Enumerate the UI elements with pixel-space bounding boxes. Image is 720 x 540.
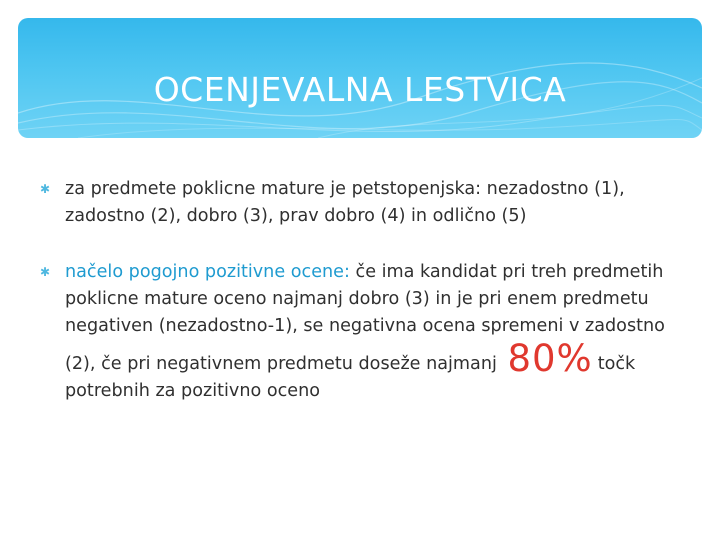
- bullet-lead: načelo pogojno pozitivne ocene:: [65, 262, 350, 282]
- bullet-list: [40, 176, 700, 405]
- bullet-text-tail: točk potrebnih za pozitivno oceno: [65, 354, 636, 401]
- slide-title: OCENJEVALNA LESTVICA: [153, 70, 567, 109]
- title-banner: [18, 18, 702, 138]
- asterisk-bullet-icon: ✱: [40, 182, 51, 196]
- percent-highlight: 80%: [507, 337, 593, 380]
- bullet-text: če ima kandidat pri treh predmetih poklicne mature oceno najmanj dobro (3) in je pri enem predmetu negativen (nezadostno-1), se negativna ocena spremeni v zadostno (2), če pri negativnem predmetu doseže najmanj: [65, 262, 665, 374]
- bullet-text: za predmete poklicne mature je petstopenjska: nezadostno (1), zadostno (2), dobro (3), prav dobro (4) in odlično (5): [65, 179, 625, 226]
- asterisk-bullet-icon: ✱: [40, 265, 51, 279]
- bullet-item: [40, 259, 700, 405]
- bullet-item: [40, 176, 700, 230]
